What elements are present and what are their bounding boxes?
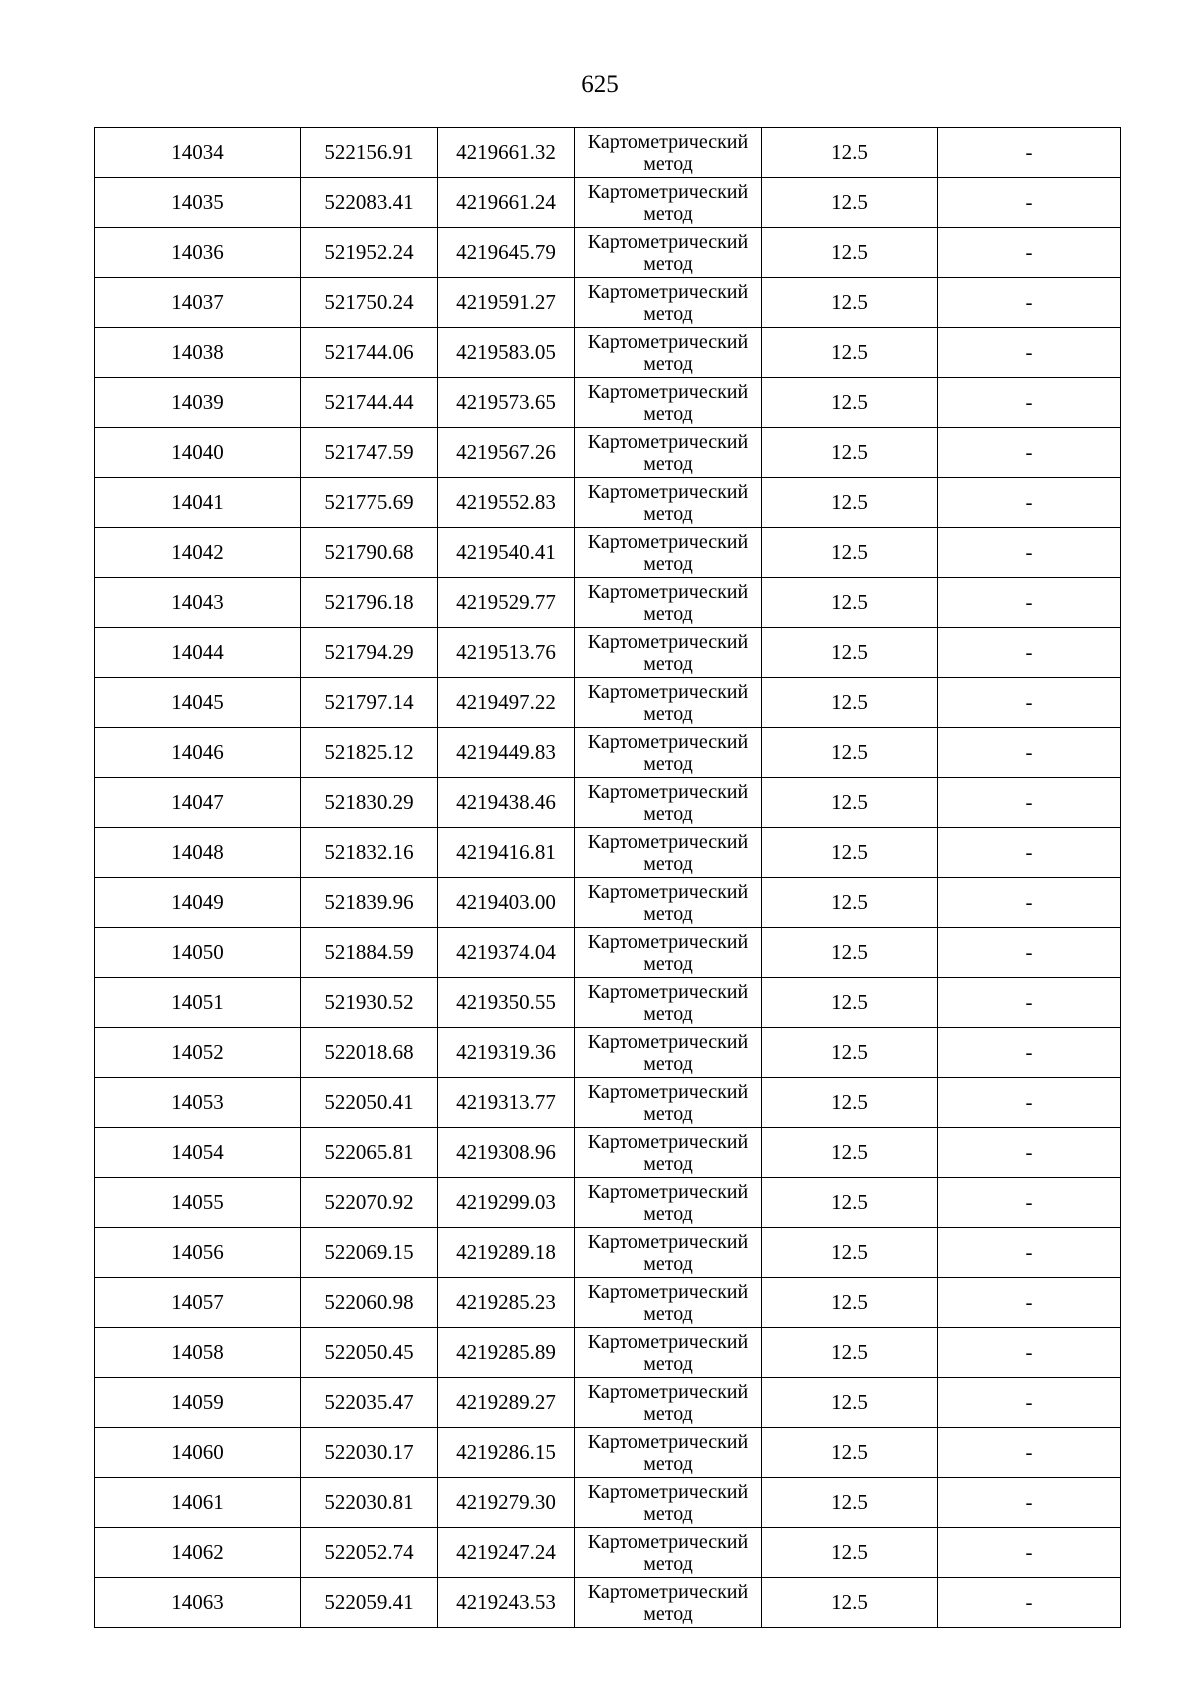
method-text: метод: [643, 1002, 693, 1025]
method-cell: [575, 1428, 762, 1478]
x-coordinate-cell: 521930.52: [301, 978, 438, 1028]
accuracy-cell: 12.5: [762, 1328, 938, 1378]
table-row: [95, 1378, 1121, 1428]
method-text: Картометрический: [587, 830, 749, 853]
point-number-cell: 14049: [95, 878, 301, 928]
x-coordinate-cell: 521747.59: [301, 428, 438, 478]
method-text: Картометрический: [587, 180, 749, 203]
method-text: Картометрический: [587, 480, 749, 503]
method-text: Картометрический: [587, 1530, 749, 1553]
point-number-cell: 14058: [95, 1328, 301, 1378]
method-text: метод: [643, 1402, 693, 1425]
accuracy-cell: 12.5: [762, 478, 938, 528]
method-text: метод: [643, 152, 693, 175]
table-row: [95, 628, 1121, 678]
x-coordinate-cell: 522030.81: [301, 1478, 438, 1528]
method-text: Картометрический: [587, 330, 749, 353]
y-coordinate-cell: 4219567.26: [438, 428, 575, 478]
accuracy-cell: 12.5: [762, 928, 938, 978]
method-text: Картометрический: [587, 380, 749, 403]
accuracy-cell: 12.5: [762, 1478, 938, 1528]
method-cell: [575, 378, 762, 428]
method-cell: [575, 1078, 762, 1128]
y-coordinate-cell: 4219299.03: [438, 1178, 575, 1228]
method-cell: [575, 1178, 762, 1228]
y-coordinate-cell: 4219350.55: [438, 978, 575, 1028]
method-cell: [575, 1478, 762, 1528]
point-number-cell: 14037: [95, 278, 301, 328]
coordinates-table: [94, 127, 1121, 1628]
y-coordinate-cell: 4219285.89: [438, 1328, 575, 1378]
note-cell: -: [938, 1028, 1121, 1078]
table-row: [95, 1128, 1121, 1178]
note-cell: -: [938, 578, 1121, 628]
point-number-cell: 14054: [95, 1128, 301, 1178]
y-coordinate-cell: 4219416.81: [438, 828, 575, 878]
method-text: Картометрический: [587, 680, 749, 703]
x-coordinate-cell: 521750.24: [301, 278, 438, 328]
table-row: [95, 1528, 1121, 1578]
note-cell: -: [938, 528, 1121, 578]
accuracy-cell: 12.5: [762, 428, 938, 478]
accuracy-cell: 12.5: [762, 878, 938, 928]
method-cell: [575, 1128, 762, 1178]
point-number-cell: 14063: [95, 1578, 301, 1628]
table-row: [95, 728, 1121, 778]
table-row: [95, 128, 1121, 178]
x-coordinate-cell: 522018.68: [301, 1028, 438, 1078]
note-cell: -: [938, 928, 1121, 978]
accuracy-cell: 12.5: [762, 1578, 938, 1628]
x-coordinate-cell: 522035.47: [301, 1378, 438, 1428]
method-text: Картометрический: [587, 1380, 749, 1403]
x-coordinate-cell: 521952.24: [301, 228, 438, 278]
y-coordinate-cell: 4219573.65: [438, 378, 575, 428]
y-coordinate-cell: 4219308.96: [438, 1128, 575, 1178]
y-coordinate-cell: 4219289.27: [438, 1378, 575, 1428]
method-text: метод: [643, 252, 693, 275]
table-row: [95, 1278, 1121, 1328]
method-text: Картометрический: [587, 1430, 749, 1453]
method-text: метод: [643, 1352, 693, 1375]
note-cell: -: [938, 178, 1121, 228]
accuracy-cell: 12.5: [762, 1078, 938, 1128]
note-cell: -: [938, 778, 1121, 828]
table-row: [95, 1228, 1121, 1278]
method-text: Картометрический: [587, 530, 749, 553]
note-cell: -: [938, 1428, 1121, 1478]
method-cell: [575, 628, 762, 678]
method-text: метод: [643, 602, 693, 625]
note-cell: -: [938, 1328, 1121, 1378]
method-text: Картометрический: [587, 1130, 749, 1153]
method-text: метод: [643, 1302, 693, 1325]
accuracy-cell: 12.5: [762, 1528, 938, 1578]
point-number-cell: 14035: [95, 178, 301, 228]
accuracy-cell: 12.5: [762, 1428, 938, 1478]
point-number-cell: 14046: [95, 728, 301, 778]
accuracy-cell: 12.5: [762, 828, 938, 878]
y-coordinate-cell: 4219313.77: [438, 1078, 575, 1128]
method-text: метод: [643, 902, 693, 925]
table-row: [95, 778, 1121, 828]
x-coordinate-cell: 521830.29: [301, 778, 438, 828]
note-cell: -: [938, 678, 1121, 728]
y-coordinate-cell: 4219552.83: [438, 478, 575, 528]
note-cell: -: [938, 878, 1121, 928]
method-text: метод: [643, 402, 693, 425]
table-row: [95, 1178, 1121, 1228]
table-row: [95, 1328, 1121, 1378]
note-cell: -: [938, 328, 1121, 378]
accuracy-cell: 12.5: [762, 978, 938, 1028]
note-cell: -: [938, 1528, 1121, 1578]
note-cell: -: [938, 378, 1121, 428]
table-row: [95, 178, 1121, 228]
accuracy-cell: 12.5: [762, 378, 938, 428]
point-number-cell: 14044: [95, 628, 301, 678]
method-text: Картометрический: [587, 1180, 749, 1203]
accuracy-cell: 12.5: [762, 778, 938, 828]
method-cell: [575, 1278, 762, 1328]
method-cell: [575, 578, 762, 628]
accuracy-cell: 12.5: [762, 328, 938, 378]
point-number-cell: 14059: [95, 1378, 301, 1428]
method-text: Картометрический: [587, 1230, 749, 1253]
y-coordinate-cell: 4219243.53: [438, 1578, 575, 1628]
method-cell: [575, 778, 762, 828]
accuracy-cell: 12.5: [762, 228, 938, 278]
x-coordinate-cell: 522030.17: [301, 1428, 438, 1478]
method-text: Картометрический: [587, 730, 749, 753]
method-text: Картометрический: [587, 980, 749, 1003]
point-number-cell: 14055: [95, 1178, 301, 1228]
method-cell: [575, 128, 762, 178]
method-cell: [575, 1028, 762, 1078]
note-cell: -: [938, 1378, 1121, 1428]
method-text: метод: [643, 552, 693, 575]
method-text: метод: [643, 802, 693, 825]
note-cell: -: [938, 478, 1121, 528]
accuracy-cell: 12.5: [762, 278, 938, 328]
method-text: Картометрический: [587, 1080, 749, 1103]
note-cell: -: [938, 1178, 1121, 1228]
y-coordinate-cell: 4219497.22: [438, 678, 575, 728]
method-text: метод: [643, 1052, 693, 1075]
method-text: метод: [643, 302, 693, 325]
point-number-cell: 14061: [95, 1478, 301, 1528]
method-text: Картометрический: [587, 880, 749, 903]
coordinates-table-body: [95, 128, 1121, 1628]
method-cell: [575, 1378, 762, 1428]
x-coordinate-cell: 522069.15: [301, 1228, 438, 1278]
method-text: метод: [643, 1152, 693, 1175]
method-cell: [575, 228, 762, 278]
accuracy-cell: 12.5: [762, 528, 938, 578]
y-coordinate-cell: 4219449.83: [438, 728, 575, 778]
method-text: метод: [643, 952, 693, 975]
table-row: [95, 528, 1121, 578]
method-text: метод: [643, 1102, 693, 1125]
note-cell: -: [938, 1128, 1121, 1178]
point-number-cell: 14056: [95, 1228, 301, 1278]
table-row: [95, 978, 1121, 1028]
accuracy-cell: 12.5: [762, 1178, 938, 1228]
x-coordinate-cell: 521775.69: [301, 478, 438, 528]
accuracy-cell: 12.5: [762, 1228, 938, 1278]
table-row: [95, 278, 1121, 328]
method-text: метод: [643, 1252, 693, 1275]
x-coordinate-cell: 521839.96: [301, 878, 438, 928]
method-text: Картометрический: [587, 930, 749, 953]
method-cell: [575, 528, 762, 578]
table-row: [95, 328, 1121, 378]
method-text: метод: [643, 652, 693, 675]
method-cell: [575, 178, 762, 228]
table-row: [95, 378, 1121, 428]
y-coordinate-cell: 4219438.46: [438, 778, 575, 828]
method-text: метод: [643, 752, 693, 775]
note-cell: -: [938, 728, 1121, 778]
accuracy-cell: 12.5: [762, 128, 938, 178]
x-coordinate-cell: 521825.12: [301, 728, 438, 778]
table-row: [95, 1578, 1121, 1628]
x-coordinate-cell: 521744.06: [301, 328, 438, 378]
method-text: Картометрический: [587, 780, 749, 803]
table-row: [95, 928, 1121, 978]
point-number-cell: 14043: [95, 578, 301, 628]
note-cell: -: [938, 428, 1121, 478]
point-number-cell: 14041: [95, 478, 301, 528]
method-text: метод: [643, 452, 693, 475]
table-row: [95, 228, 1121, 278]
x-coordinate-cell: 521744.44: [301, 378, 438, 428]
note-cell: -: [938, 1228, 1121, 1278]
point-number-cell: 14045: [95, 678, 301, 728]
method-text: метод: [643, 1552, 693, 1575]
point-number-cell: 14047: [95, 778, 301, 828]
accuracy-cell: 12.5: [762, 1278, 938, 1328]
table-row: [95, 878, 1121, 928]
point-number-cell: 14051: [95, 978, 301, 1028]
point-number-cell: 14060: [95, 1428, 301, 1478]
x-coordinate-cell: 522050.41: [301, 1078, 438, 1128]
point-number-cell: 14050: [95, 928, 301, 978]
y-coordinate-cell: 4219529.77: [438, 578, 575, 628]
y-coordinate-cell: 4219279.30: [438, 1478, 575, 1528]
y-coordinate-cell: 4219540.41: [438, 528, 575, 578]
accuracy-cell: 12.5: [762, 578, 938, 628]
y-coordinate-cell: 4219513.76: [438, 628, 575, 678]
method-cell: [575, 1528, 762, 1578]
accuracy-cell: 12.5: [762, 728, 938, 778]
x-coordinate-cell: 522050.45: [301, 1328, 438, 1378]
accuracy-cell: 12.5: [762, 1378, 938, 1428]
accuracy-cell: 12.5: [762, 178, 938, 228]
table-row: [95, 678, 1121, 728]
table-row: [95, 1428, 1121, 1478]
point-number-cell: 14052: [95, 1028, 301, 1078]
x-coordinate-cell: 522070.92: [301, 1178, 438, 1228]
method-text: метод: [643, 852, 693, 875]
method-text: Картометрический: [587, 630, 749, 653]
method-text: метод: [643, 1502, 693, 1525]
method-text: Картометрический: [587, 1030, 749, 1053]
accuracy-cell: 12.5: [762, 1128, 938, 1178]
method-text: метод: [643, 702, 693, 725]
y-coordinate-cell: 4219661.32: [438, 128, 575, 178]
x-coordinate-cell: 522060.98: [301, 1278, 438, 1328]
note-cell: -: [938, 128, 1121, 178]
x-coordinate-cell: 521790.68: [301, 528, 438, 578]
method-text: Картометрический: [587, 1580, 749, 1603]
method-cell: [575, 728, 762, 778]
note-cell: -: [938, 1078, 1121, 1128]
note-cell: -: [938, 1578, 1121, 1628]
method-cell: [575, 1328, 762, 1378]
x-coordinate-cell: 522052.74: [301, 1528, 438, 1578]
note-cell: -: [938, 1278, 1121, 1328]
accuracy-cell: 12.5: [762, 678, 938, 728]
point-number-cell: 14040: [95, 428, 301, 478]
table-row: [95, 1478, 1121, 1528]
method-text: метод: [643, 1452, 693, 1475]
note-cell: -: [938, 978, 1121, 1028]
y-coordinate-cell: 4219286.15: [438, 1428, 575, 1478]
point-number-cell: 14057: [95, 1278, 301, 1328]
method-cell: [575, 328, 762, 378]
method-cell: [575, 878, 762, 928]
note-cell: -: [938, 628, 1121, 678]
x-coordinate-cell: 522065.81: [301, 1128, 438, 1178]
y-coordinate-cell: 4219289.18: [438, 1228, 575, 1278]
y-coordinate-cell: 4219645.79: [438, 228, 575, 278]
x-coordinate-cell: 521797.14: [301, 678, 438, 728]
method-text: Картометрический: [587, 580, 749, 603]
point-number-cell: 14034: [95, 128, 301, 178]
x-coordinate-cell: 522059.41: [301, 1578, 438, 1628]
point-number-cell: 14062: [95, 1528, 301, 1578]
method-text: метод: [643, 1202, 693, 1225]
method-cell: [575, 1578, 762, 1628]
method-cell: [575, 678, 762, 728]
table-row: [95, 428, 1121, 478]
point-number-cell: 14039: [95, 378, 301, 428]
method-cell: [575, 978, 762, 1028]
method-cell: [575, 428, 762, 478]
x-coordinate-cell: 522083.41: [301, 178, 438, 228]
method-cell: [575, 928, 762, 978]
table-row: [95, 478, 1121, 528]
y-coordinate-cell: 4219583.05: [438, 328, 575, 378]
method-text: Картометрический: [587, 280, 749, 303]
note-cell: -: [938, 278, 1121, 328]
x-coordinate-cell: 521796.18: [301, 578, 438, 628]
x-coordinate-cell: 522156.91: [301, 128, 438, 178]
method-text: Картометрический: [587, 230, 749, 253]
table-row: [95, 578, 1121, 628]
method-text: метод: [643, 502, 693, 525]
method-cell: [575, 278, 762, 328]
x-coordinate-cell: 521832.16: [301, 828, 438, 878]
y-coordinate-cell: 4219247.24: [438, 1528, 575, 1578]
x-coordinate-cell: 521884.59: [301, 928, 438, 978]
method-text: метод: [643, 202, 693, 225]
accuracy-cell: 12.5: [762, 1028, 938, 1078]
method-cell: [575, 828, 762, 878]
x-coordinate-cell: 521794.29: [301, 628, 438, 678]
y-coordinate-cell: 4219591.27: [438, 278, 575, 328]
note-cell: -: [938, 228, 1121, 278]
method-text: Картометрический: [587, 1280, 749, 1303]
note-cell: -: [938, 828, 1121, 878]
table-row: [95, 828, 1121, 878]
method-text: Картометрический: [587, 430, 749, 453]
point-number-cell: 14038: [95, 328, 301, 378]
table-row: [95, 1028, 1121, 1078]
y-coordinate-cell: 4219319.36: [438, 1028, 575, 1078]
accuracy-cell: 12.5: [762, 628, 938, 678]
point-number-cell: 14048: [95, 828, 301, 878]
method-cell: [575, 1228, 762, 1278]
method-text: Картометрический: [587, 1480, 749, 1503]
note-cell: -: [938, 1478, 1121, 1528]
table-row: [95, 1078, 1121, 1128]
y-coordinate-cell: 4219661.24: [438, 178, 575, 228]
method-cell: [575, 478, 762, 528]
point-number-cell: 14042: [95, 528, 301, 578]
method-text: Картометрический: [587, 1330, 749, 1353]
y-coordinate-cell: 4219374.04: [438, 928, 575, 978]
method-text: метод: [643, 1602, 693, 1625]
point-number-cell: 14036: [95, 228, 301, 278]
page-number: 625: [581, 71, 619, 98]
method-text: Картометрический: [587, 130, 749, 153]
y-coordinate-cell: 4219403.00: [438, 878, 575, 928]
method-text: метод: [643, 352, 693, 375]
y-coordinate-cell: 4219285.23: [438, 1278, 575, 1328]
point-number-cell: 14053: [95, 1078, 301, 1128]
